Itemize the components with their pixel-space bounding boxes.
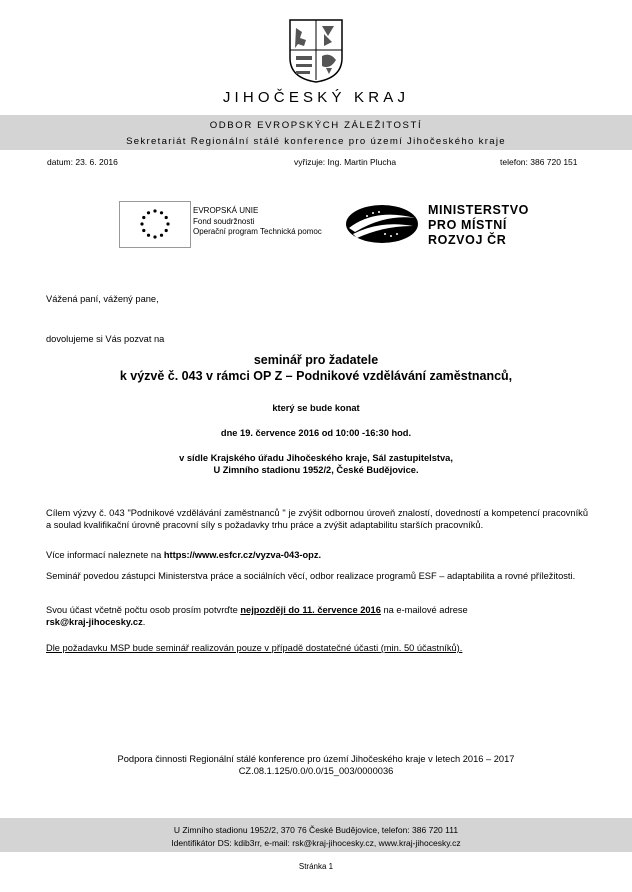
confirm-text-a: Svou účast včetně počtu osob prosím potvrďte	[46, 605, 241, 615]
confirm-email-line	[46, 617, 145, 629]
page-number: Stránka 1	[298, 862, 334, 871]
seminar-title: seminář pro žadatele	[253, 353, 379, 367]
eu-line-3: Operační program Technická pomoc	[193, 227, 322, 236]
salutation: Vážená paní, vážený pane,	[46, 294, 159, 304]
event-place-1: v sídle Krajského úřadu Jihočeského kraje, Sál zastupitelstva,	[179, 453, 453, 463]
eu-flag-logo	[119, 201, 191, 248]
department-name: ODBOR EVROPSKÝCH ZÁLEŽITOSTÍ	[209, 120, 423, 131]
secretariat-name: Sekretariát Regionální stálé konference pro území Jihočeského kraje	[126, 136, 506, 147]
ministry-logo-text	[428, 203, 529, 248]
confirm-text-b: na e-mailové adrese	[380, 605, 468, 615]
ministry-line-1: MINISTERSTVO	[428, 203, 529, 217]
invitation-line: dovolujeme si Vás pozvat na	[46, 334, 165, 344]
ministry-logo-icon	[345, 204, 420, 244]
paragraph-condition: Dle požadavku MSP bude seminář realizován pouze v případě dostatečné účasti (min. 50 účastníků).	[46, 643, 463, 653]
letter-handler: vyřizuje: Ing. Martin Plucha	[294, 157, 397, 167]
event-date: dne 19. července 2016 od 10:00 -16:30 hod.	[220, 428, 412, 438]
confirm-email-link[interactable]: rsk@kraj-jihocesky.cz	[46, 617, 143, 627]
event-place-2: U Zimního stadionu 1952/2, České Budějovice.	[213, 465, 419, 475]
paragraph-confirm	[46, 605, 588, 617]
region-name: JIHOČESKÝ KRAJ	[222, 89, 410, 106]
footer-address: U Zimního stadionu 1952/2, 370 76 České Budějovice, telefon: 386 720 111	[173, 825, 459, 835]
confirm-deadline: nejpozději do 11. července 2016	[240, 605, 381, 615]
support-line-2: CZ.08.1.125/0.0/0.0/15_003/0000036	[238, 766, 394, 776]
ministry-line-3: ROZVOJ ČR	[428, 233, 507, 247]
eu-line-2: Fond soudržnosti	[193, 216, 255, 226]
eu-logo-text	[193, 206, 322, 238]
paragraph-more-info	[46, 550, 588, 562]
more-info-text: Více informací naleznete na	[46, 550, 164, 560]
seminar-subtitle: k výzvě č. 043 v rámci OP Z – Podnikové vzdělávání zaměstnanců,	[119, 369, 513, 383]
jihocesky-kraj-crest-logo	[288, 18, 344, 84]
eu-line-1: EVROPSKÁ UNIE	[193, 206, 259, 215]
letter-date: datum: 23. 6. 2016	[47, 157, 118, 167]
paragraph-lecturers: Seminář povedou zástupci Ministerstva práce a sociálních věcí, odbor realizace programů ESF – adaptabilita a rovné příležitosti.	[46, 571, 576, 581]
held-line: který se bude konat	[272, 403, 360, 413]
support-line-1: Podpora činnosti Regionální stálé konference pro území Jihočeského kraje v letech 2016 – 2017	[117, 754, 515, 764]
ministry-line-2: PRO MÍSTNÍ	[428, 218, 507, 232]
paragraph-goal: Cílem výzvy č. 043 "Podnikové vzdělávání zaměstnanců " je zvýšit odbornou úroveň znalostí, dovedností a kompetencí pracovníků a soulad kvalifikační úrovně pracovní síly s požadavky trhu práce a zvýšit adaptabilitu starších pracovníků.	[46, 508, 588, 530]
eu-stars-icon	[120, 202, 190, 247]
letter-phone: telefon: 386 720 151	[500, 157, 578, 167]
more-info-link[interactable]: https://www.esfcr.cz/vyzva-043-opz.	[163, 550, 322, 560]
footer-ids: Identifikátor DS: kdib3rr, e-mail: rsk@kraj-jihocesky.cz, www.kraj-jihocesky.cz	[171, 838, 461, 848]
confirm-end: .	[142, 617, 146, 627]
